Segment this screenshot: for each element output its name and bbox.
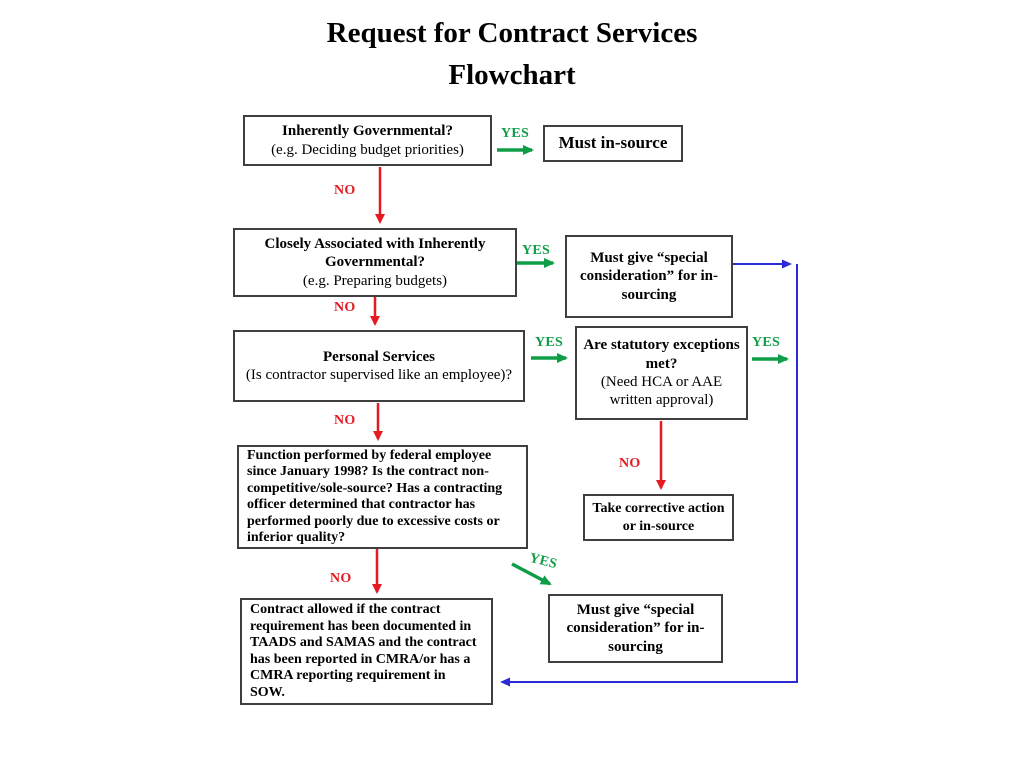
- node-personal-services: [233, 330, 525, 402]
- node-statutory-exceptions: [575, 326, 748, 420]
- node-heading: Must in-source: [558, 133, 668, 153]
- node-heading: Take corrective action or in-source: [592, 501, 725, 534]
- yes-label-personal: YES: [535, 335, 564, 350]
- no-label-personal: NO: [334, 413, 356, 428]
- node-heading: Must give “special consideration” for in-sourcing: [566, 602, 705, 655]
- node-special-consideration-1: [565, 235, 733, 318]
- node-subtext: (e.g. Preparing budgets): [302, 272, 448, 289]
- node-take-corrective-action: [583, 494, 734, 541]
- node-function-performed: [237, 445, 528, 549]
- node-heading: Inherently Governmental?: [282, 123, 453, 140]
- node-heading: Contract allowed if the contract requirement has been documented in TAADS and SAMAS and the contract has been reported in CMRA/or has a CMRA reporting requirement in SOW.: [250, 602, 477, 700]
- node-heading: Function performed by federal employee since January 1998? Is the contract non-competitive/sole-source? Has a contracting officer determined that contractor has performed poorly due to excessive costs or inferior quality?: [247, 447, 503, 545]
- node-subtext: (e.g. Deciding budget priorities): [271, 141, 464, 158]
- node-closely-associated: [233, 228, 517, 297]
- title-line-1: Request for Contract Services: [326, 17, 698, 49]
- yes-label-statutory: YES: [752, 335, 781, 350]
- node-subtext: (Need HCA or AAE written approval): [600, 374, 723, 409]
- node-must-in-source: [543, 125, 683, 162]
- node-heading: Are statutory exceptions met?: [583, 337, 740, 372]
- no-label-inherently: NO: [334, 183, 356, 198]
- yes-label-closely: YES: [522, 243, 551, 258]
- yes-label-function: YES: [527, 550, 559, 573]
- title-line-2: Flowchart: [448, 59, 576, 91]
- no-label-statutory: NO: [619, 456, 641, 471]
- node-contract-allowed: [240, 598, 493, 705]
- node-heading: Personal Services: [322, 348, 436, 365]
- node-subtext: (Is contractor supervised like an employee)?: [245, 367, 513, 383]
- node-heading: Closely Associated with Inherently Governmental?: [264, 236, 486, 271]
- no-label-function: NO: [330, 571, 352, 586]
- node-heading: Must give “special consideration” for in-sourcing: [579, 250, 719, 303]
- node-inherently-governmental: [243, 115, 492, 166]
- yes-label-inherently: YES: [501, 126, 530, 141]
- node-special-consideration-2: [548, 594, 723, 663]
- no-label-closely: NO: [334, 300, 356, 315]
